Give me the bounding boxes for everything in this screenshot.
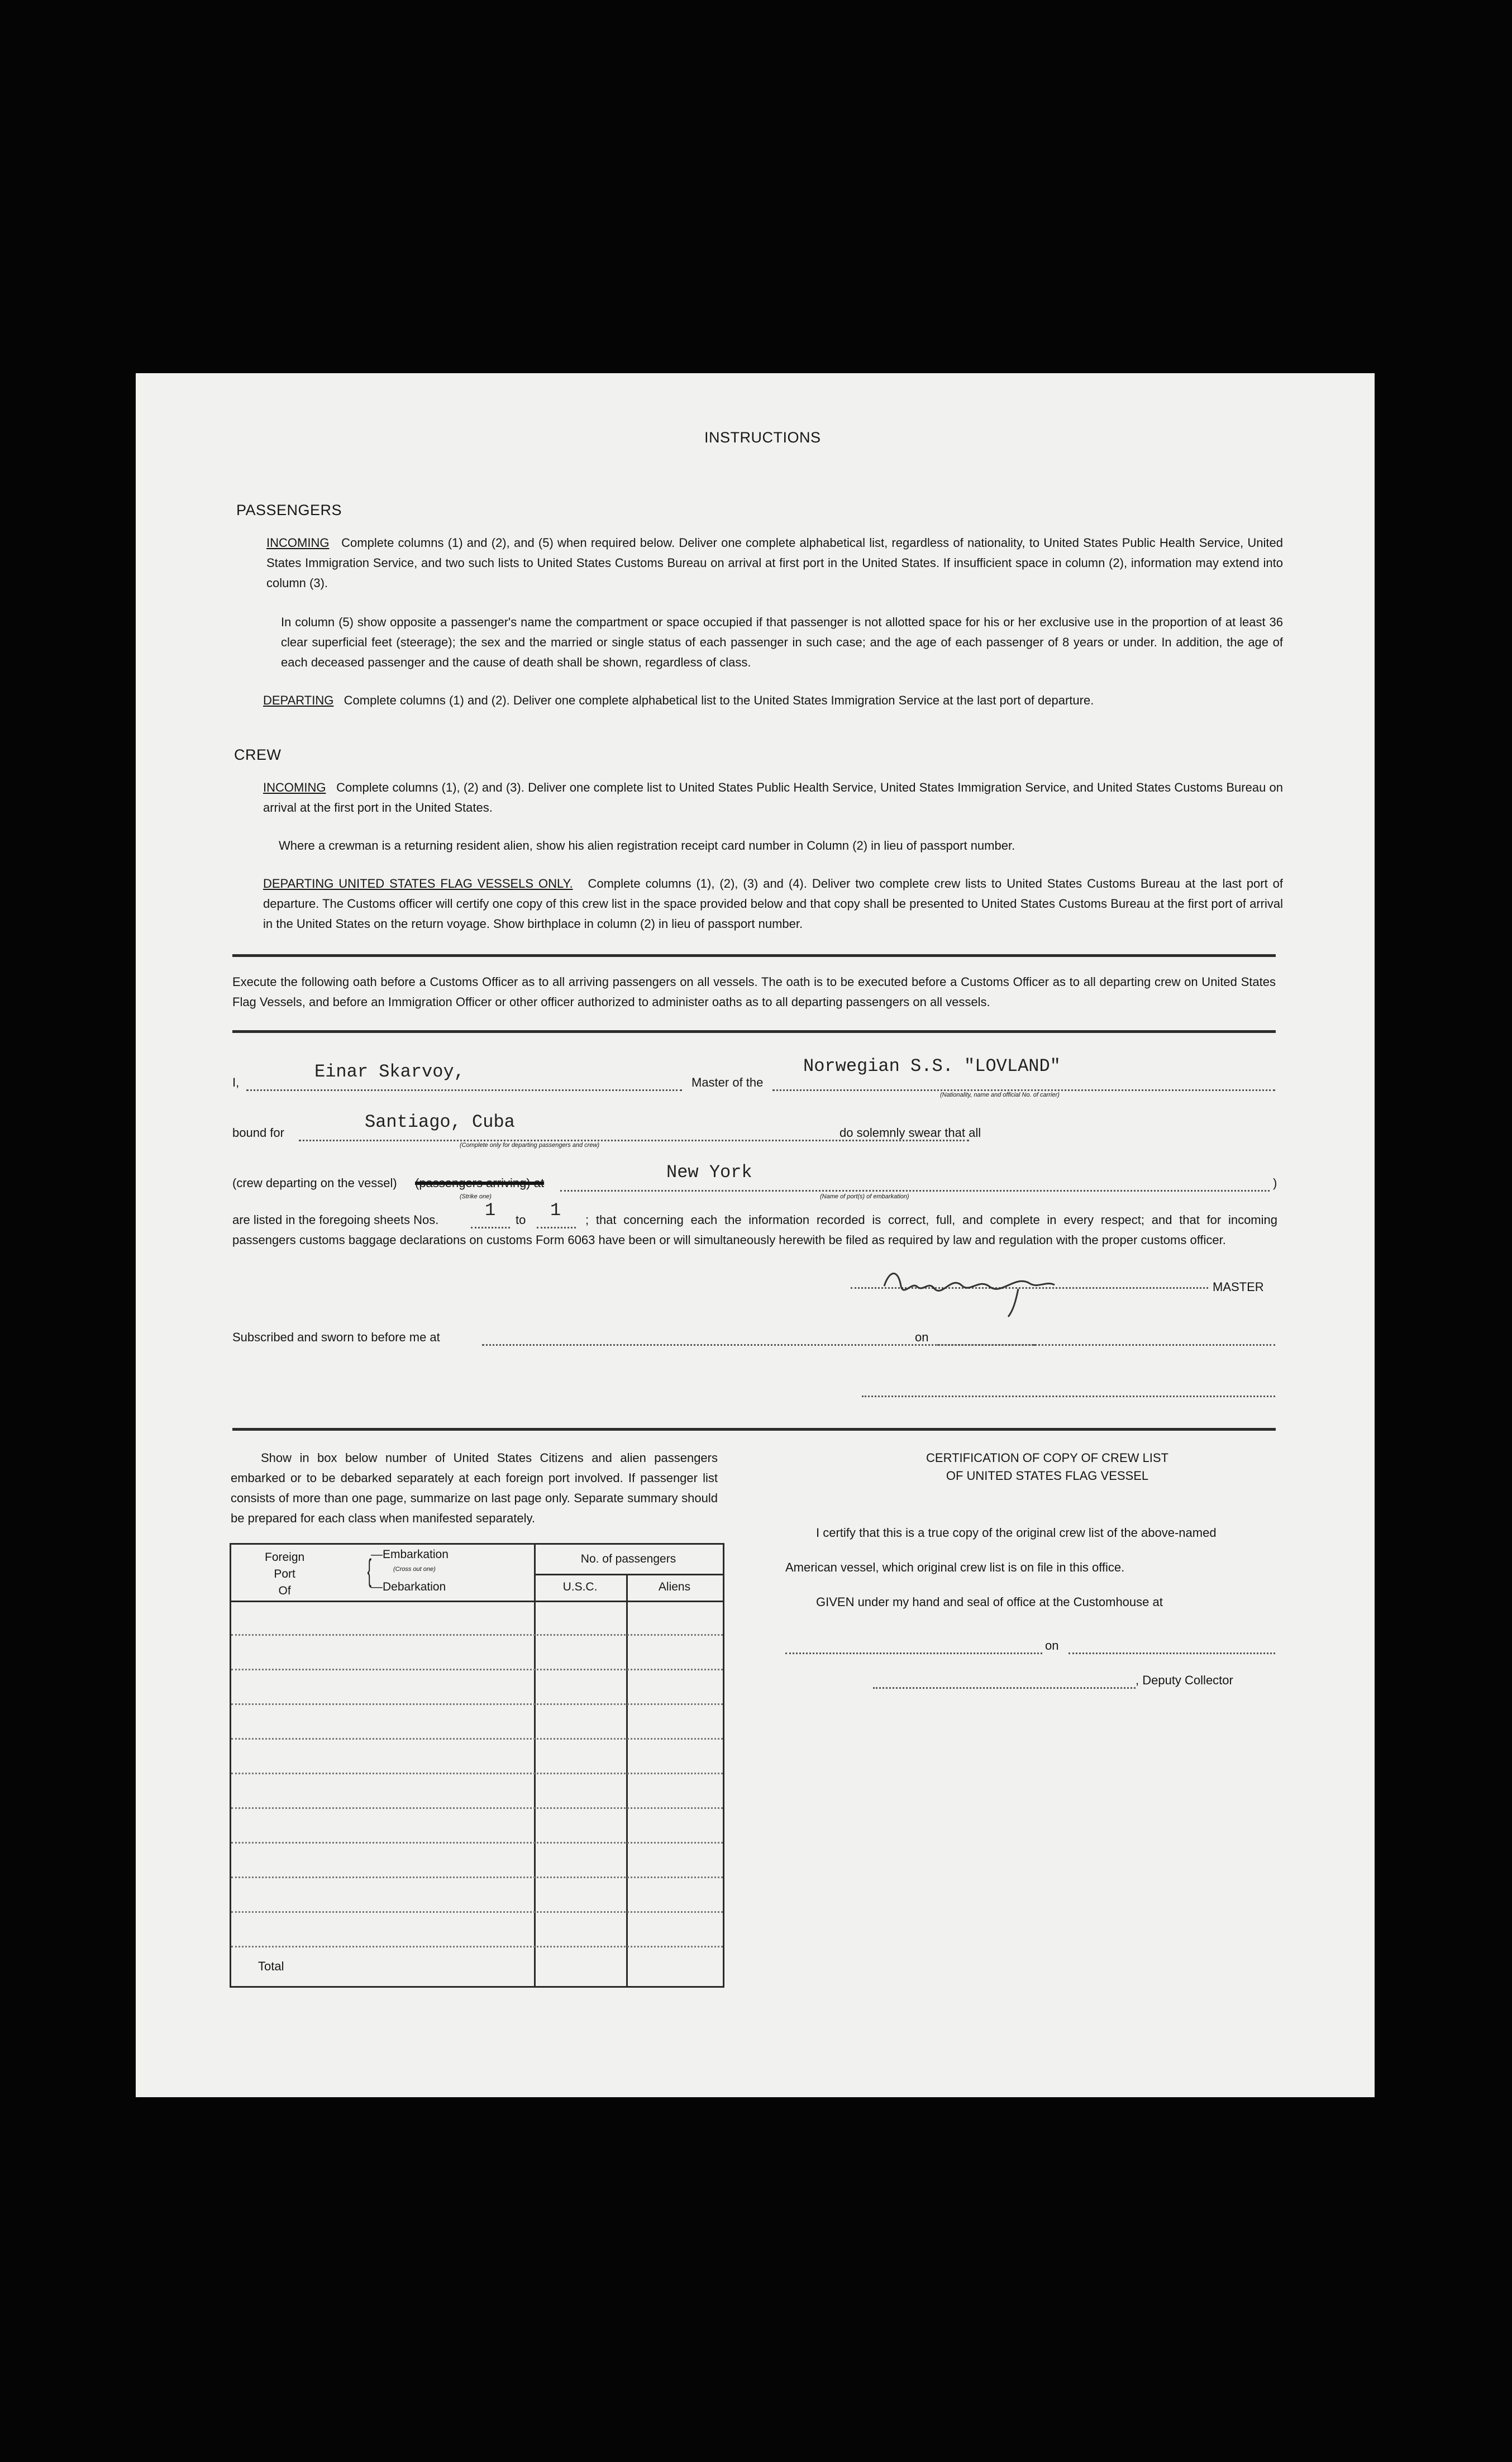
crew-departing-label: DEPARTING UNITED STATES FLAG VESSELS ONLY. (263, 877, 573, 890)
swear-label: do solemnly swear that all (840, 1126, 981, 1140)
certification-date-line (1069, 1653, 1275, 1654)
crew-departing (263, 874, 1283, 934)
certification-on-label: on (1045, 1639, 1059, 1653)
master-name-line (246, 1089, 682, 1091)
crew-resident-text: Where a crewman is a returning resident alien, show his alien registration receipt card number in Column (2) in lieu of passport number. (279, 839, 1015, 853)
table-row (231, 1773, 723, 1774)
sheet-to: 1 (550, 1200, 561, 1221)
usc-header: U.S.C. (562, 1580, 598, 1593)
crew-heading: CREW (234, 746, 282, 763)
col-foreign-port: Foreign Port Of (265, 1551, 305, 1597)
crew-departing-label: (crew departing on the vessel) (232, 1176, 397, 1190)
table-row (231, 1738, 723, 1740)
subscribed-on-label: on (915, 1330, 929, 1344)
passengers-departing (263, 690, 1283, 711)
passengers-departing-text: Complete columns (1) and (2). Deliver one complete alphabetical list to the United States Immigration Service at the last port of departure. (344, 693, 1094, 707)
embarkation-label: —Embarkation (371, 1548, 449, 1561)
table-row (231, 1842, 723, 1844)
port-line (560, 1190, 1270, 1192)
passengers-heading: PASSENGERS (236, 502, 342, 518)
subscribed-date-line (937, 1344, 1275, 1346)
table-row (231, 1877, 723, 1878)
master-name: Einar Skarvoy, (314, 1061, 465, 1082)
crew-incoming-text: Complete columns (1), (2) and (3). Deliver one complete list to United States Public Health Service, United States Immigration Service, and United States Customs Bureau on arrival at the first port in the United States. (263, 780, 1284, 815)
vessel-line (772, 1089, 1275, 1091)
cross-out-label: (Cross out one) (393, 1566, 436, 1573)
table-subheader-divider (534, 1574, 723, 1575)
aliens-header: Aliens (658, 1580, 691, 1593)
form-page (136, 373, 1375, 2097)
certification-text-3: GIVEN under my hand and seal of office at the Customhouse at (816, 1595, 1163, 1609)
oath-i-label: I, (232, 1075, 240, 1089)
bound-label: bound for (232, 1126, 284, 1140)
passengers-incoming (266, 533, 1283, 593)
deputy-line (873, 1687, 1136, 1689)
port-caption: (Name of port(s) of embarkation) (820, 1193, 909, 1200)
sheets-text: ; that concerning each the information recorded is correct, full, and complete in every respect; and that for incoming passengers customs baggage declarations on customs Form 6063 have been or will simultaneously herewith be filed as required by law and regulation with the proper customs officer. (232, 1213, 1277, 1247)
divider (232, 1428, 1276, 1431)
sheets-label: are listed in the foregoing sheets Nos. (232, 1213, 439, 1227)
passengers-incoming-text: Complete columns (1) and (2), and (5) when required below. Deliver one complete alphabetical list, regardless of nationality, to United States Public Health Service, United States Immigration Service, and two such lists to United States Customs Bureau on arrival at first port in the United States. If insufficient space in column (2), information may extend into column (3). (266, 536, 1283, 590)
table-row (231, 1669, 723, 1670)
master-signature (879, 1258, 1063, 1320)
table-row (231, 1703, 723, 1705)
passengers-departing-label: DEPARTING (263, 693, 334, 707)
brace: { (367, 1553, 372, 1588)
close-paren: ) (1273, 1176, 1277, 1190)
certification-title: CERTIFICATION OF COPY OF CREW LIST OF UNITED STATES FLAG VESSEL (926, 1451, 1168, 1483)
master-of-label: Master of the (691, 1075, 764, 1089)
page-title: INSTRUCTIONS (704, 429, 821, 446)
strike-caption: (Strike one) (460, 1193, 492, 1200)
certification-text-1: I certify that this is a true copy of the original crew list of the above-named (816, 1526, 1217, 1540)
crew-departing-text: Complete columns (1), (2), (3) and (4). Deliver two complete crew lists to United States Customs Bureau at the last port of departure. The Customs officer will certify one copy of this crew list in the space provided below and that copy shall be presented to United States Customs Bureau at the first port of arrival in the United States on the return voyage. Show birthplace in column (2) in lieu of passport number. (263, 877, 1283, 931)
table-row (231, 1634, 723, 1636)
total-label: Total (258, 1959, 284, 1973)
crew-incoming (263, 778, 1283, 818)
to-label: to (516, 1213, 526, 1227)
table-row (231, 1946, 723, 1947)
officer-line (862, 1396, 1275, 1397)
deputy-collector-label: , Deputy Collector (1136, 1673, 1233, 1687)
table-col-divider (534, 1545, 536, 1986)
summary-instructions: Show in box below number of United States Citizens and alien passengers embarked or to be debarked separately at each foreign port involved. If passenger list consists of more than one page, summarize on last page only. Separate summary should be prepared for each class when manifested separately. (231, 1451, 718, 1525)
table-row (231, 1807, 723, 1809)
passengers-incoming-label: INCOMING (266, 536, 330, 550)
passenger-summary-table (230, 1543, 724, 1988)
master-label: MASTER (1213, 1280, 1264, 1294)
vessel-caption: (Nationality, name and official No. of carrier) (940, 1092, 1060, 1098)
certification-text-2: American vessel, which original crew list is on file in this office. (785, 1560, 1125, 1574)
passengers-column5-text: In column (5) show opposite a passenger's name the compartment or space occupied if that passenger is not allotted space for his or her exclusive use in the proportion of at least 36 clear superficial feet (steerage); the sex and the married or single status of each passenger in such case; and the age of each passenger of 8 years or under. In addition, the age of each deceased passenger and the cause of death shall be shown, regardless of class. (281, 615, 1283, 669)
table-row (231, 1911, 723, 1913)
customhouse-line (785, 1653, 1042, 1654)
divider (232, 954, 1276, 957)
no-passengers-header: No. of passengers (580, 1553, 676, 1565)
embarkation-port: New York (666, 1162, 752, 1183)
table-header-divider (231, 1601, 723, 1602)
destination: Santiago, Cuba (365, 1112, 515, 1132)
crew-incoming-label: INCOMING (263, 780, 326, 794)
divider (232, 1030, 1276, 1033)
subscribed-label: Subscribed and sworn to before me at (232, 1330, 440, 1344)
destination-caption: (Complete only for departing passengers and crew) (460, 1142, 600, 1149)
strike-text: (passengers arriving) at (415, 1176, 545, 1190)
sheet-from: 1 (485, 1200, 496, 1221)
oath-instructions: Execute the following oath before a Customs Officer as to all arriving passengers on all vessels. The oath is to be executed before a Customs Officer as to all departing crew on United States Flag Vessels, and before an Immigration Officer or other officer authorized to administer oaths as to all departing passengers on all vessels. (232, 975, 1276, 1009)
debarkation-label: —Debarkation (371, 1580, 446, 1593)
vessel-name: Norwegian S.S. "LOVLAND" (803, 1056, 1061, 1077)
